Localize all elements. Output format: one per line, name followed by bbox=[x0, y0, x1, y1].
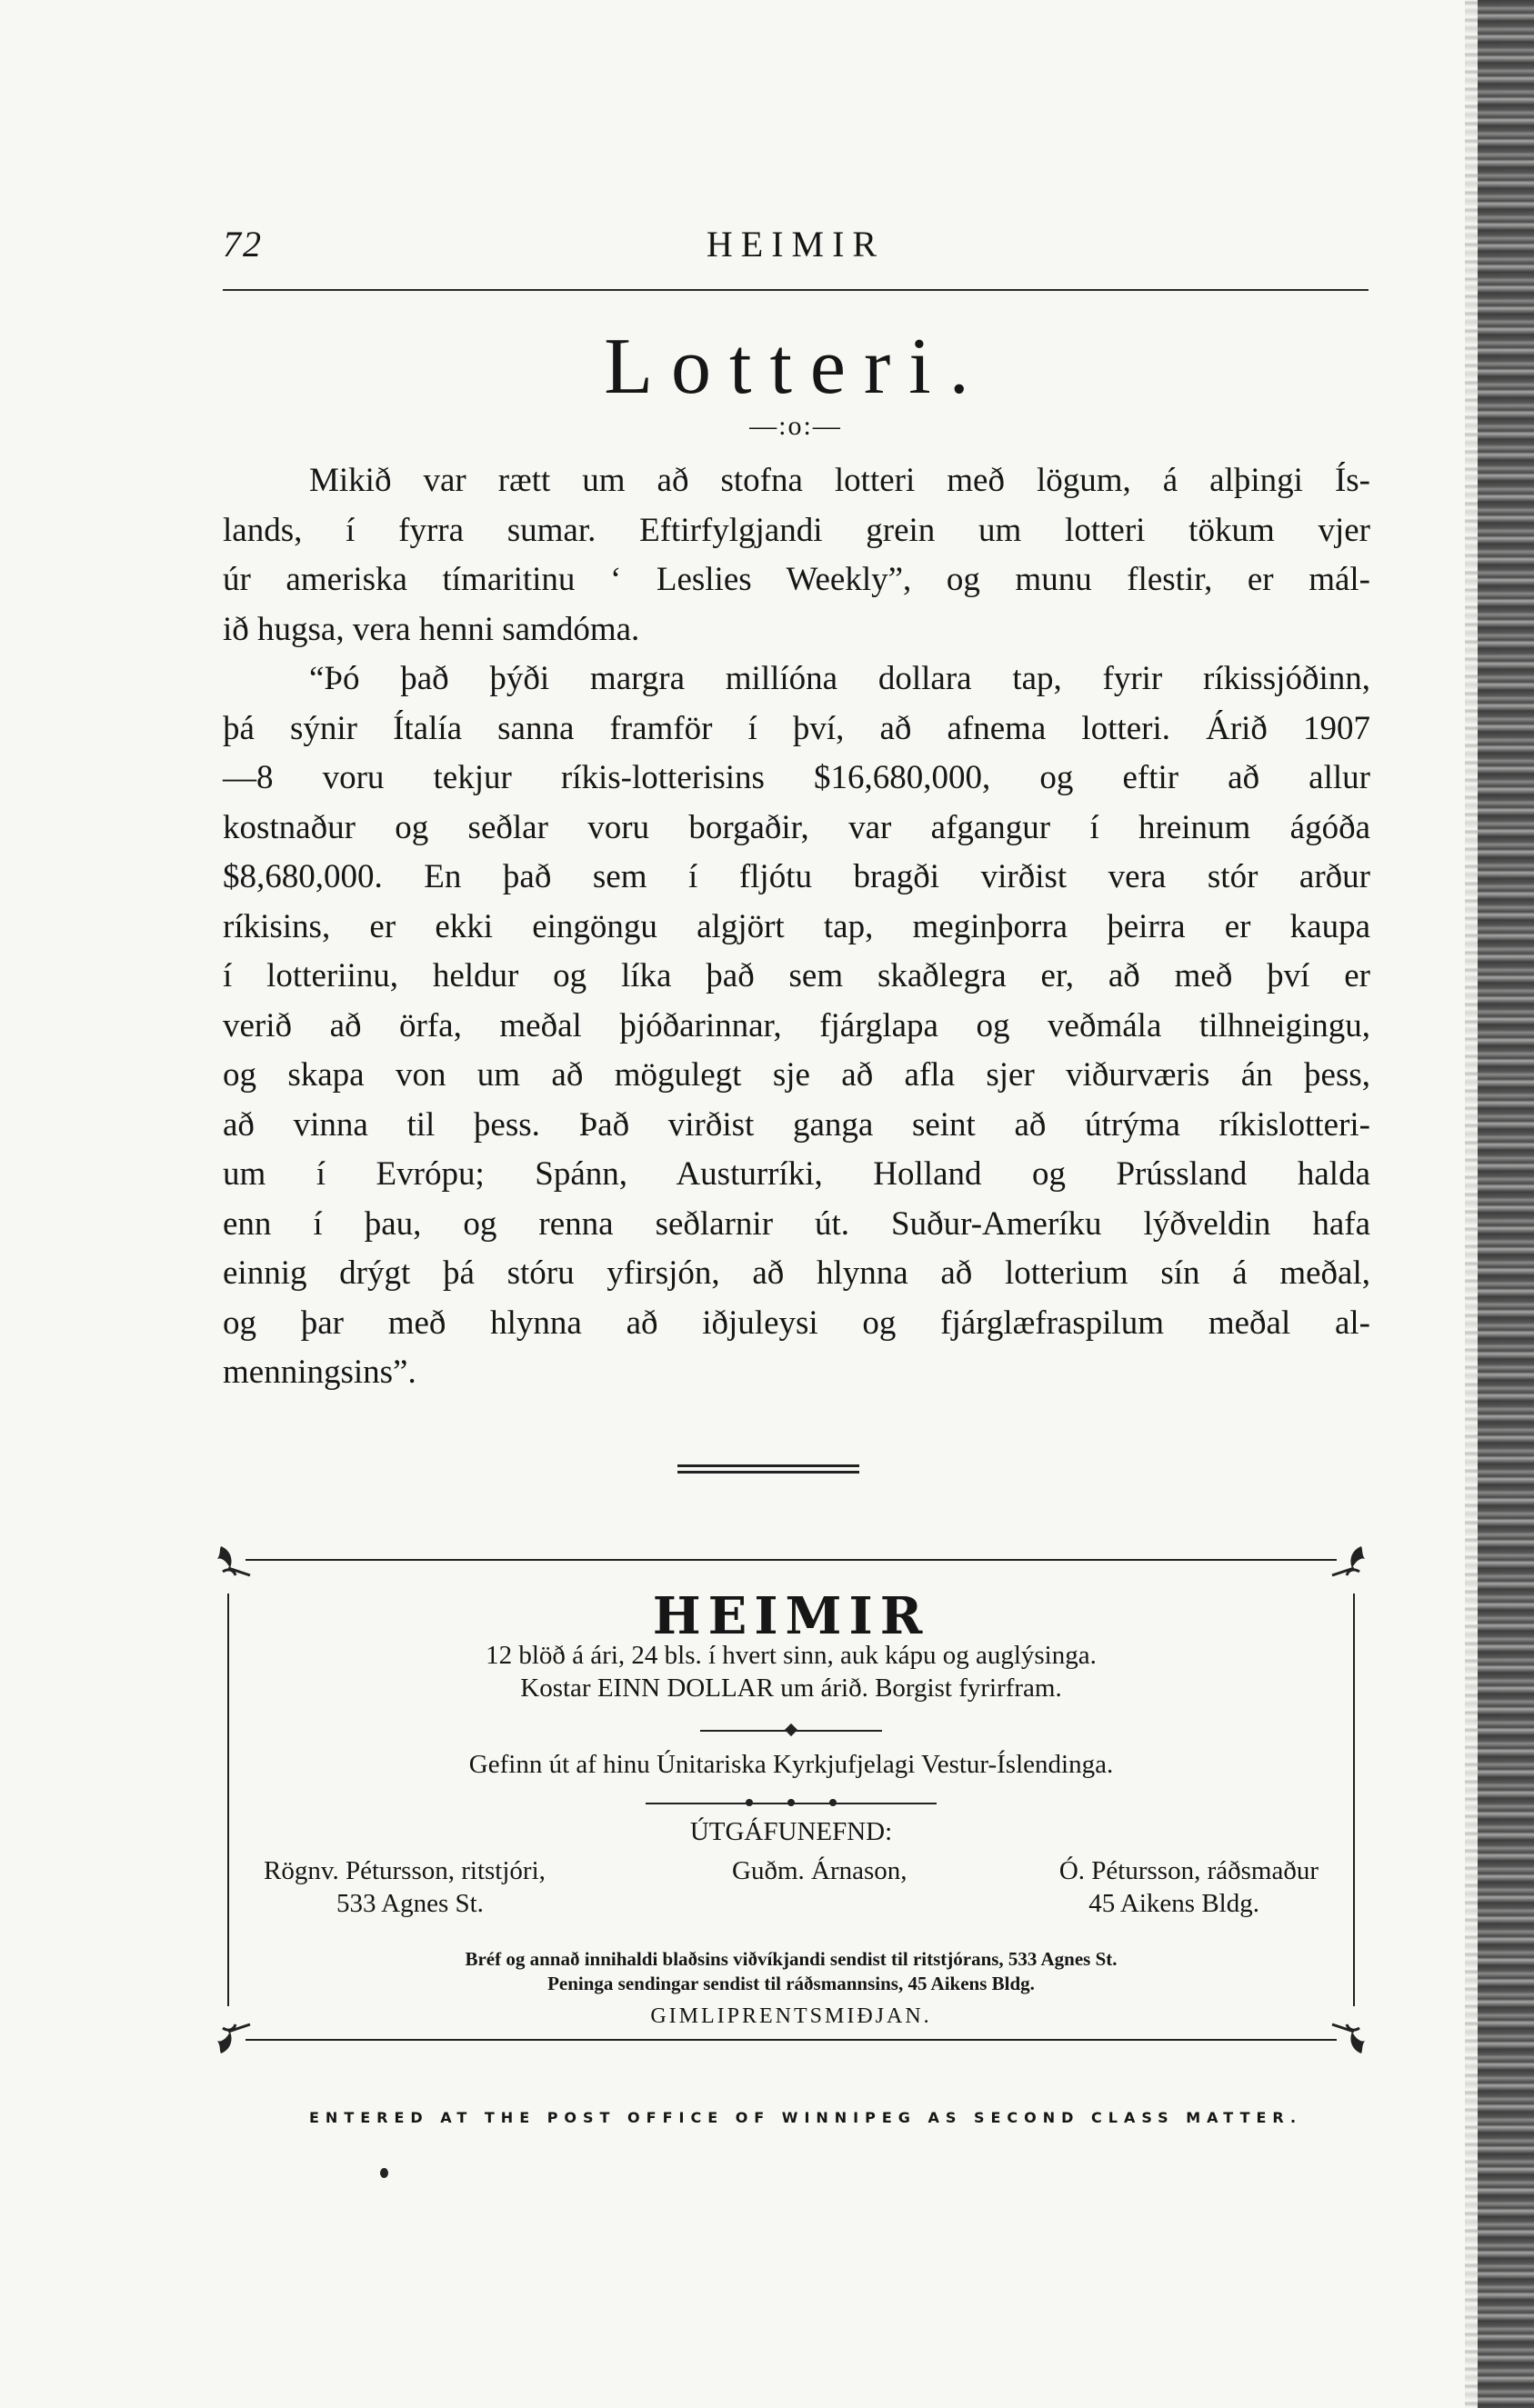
ink-speck bbox=[380, 2168, 388, 2178]
text-line: ríkisins, er ekki eingöngu algjört tap, meginþorra þeirra er kaupa bbox=[223, 907, 1370, 945]
text-line: lands, í fyrra sumar. Eftirfylgjandi grein um lotteri tökum vjer bbox=[223, 511, 1370, 549]
editor-address: 533 Agnes St. bbox=[336, 1889, 484, 1918]
manager-address: 45 Aikens Bldg. bbox=[1088, 1889, 1259, 1918]
letters-note: Bréf og annað innihaldi blaðsins viðvíkjandi sendist til ritstjórans, 533 Agnes St. bbox=[465, 1948, 1118, 1970]
text-line: og þar með hlynna að iðjuleysi og fjárglæfraspilum meðal al- bbox=[223, 1304, 1370, 1342]
text-line: enn í þau, og renna seðlarnir út. Suður-Ameríku lýðveldin hafa bbox=[223, 1204, 1370, 1243]
text-line: og skapa von um að mögulegt sje að afla sjer viðurværis án þess, bbox=[223, 1056, 1370, 1094]
text-line: Mikið var rætt um að stofna lotteri með lögum, á alþingi Ís- bbox=[309, 462, 1370, 499]
editor-name: Guðm. Árnason, bbox=[732, 1856, 907, 1885]
subscription-line: 12 blöð á ári, 24 bls. í hvert sinn, auk kápu og auglýsinga. bbox=[486, 1641, 1097, 1670]
text-line: úr ameriska tímaritinu ‘ Leslies Weekly”, og munu flestir, er mál- bbox=[223, 561, 1370, 598]
editor-name: Rögnv. Pétursson, ritstjóri, bbox=[264, 1856, 546, 1885]
ornamental-divider bbox=[700, 1730, 882, 1732]
text-line: þá sýnir Ítalía sanna framför í því, að afnema lotteri. Árið 1907 bbox=[223, 709, 1370, 747]
text-line: einnig drýgt þá stóru yfirsjón, að hlynna að lotterium sín á meðal, bbox=[223, 1254, 1370, 1292]
scanned-page-edge bbox=[1478, 0, 1534, 2408]
article-separator: —:o:— bbox=[749, 411, 842, 441]
text-line: verið að örfa, meðal þjóðarinnar, fjárglapa og veðmála tilhneigingu, bbox=[223, 1006, 1370, 1044]
text-line: $8,680,000. En það sem í fljótu bragði virðist vera stór arður bbox=[223, 858, 1370, 895]
text-line: kostnaður og seðlar voru borgaðir, var afgangur í hreinum ágóða bbox=[223, 808, 1370, 846]
article-body bbox=[223, 456, 1370, 1398]
running-title: HEIMIR bbox=[706, 224, 886, 265]
article-title: Lotteri. bbox=[604, 323, 988, 411]
header-rule bbox=[223, 289, 1369, 291]
publisher-line: Gefinn út af hinu Únitariska Kyrkjufjelagi Vestur-Íslendinga. bbox=[468, 1750, 1114, 1779]
price-line: Kostar EINN DOLLAR um árið. Borgist fyrirfram. bbox=[520, 1674, 1062, 1703]
masthead-title: HEIMIR bbox=[652, 1586, 930, 1646]
ornamental-divider bbox=[646, 1803, 937, 1804]
committee-heading: ÚTGÁFUNEFND: bbox=[689, 1817, 893, 1846]
masthead-box bbox=[227, 1559, 1355, 2041]
running-header bbox=[223, 223, 1369, 277]
section-end-rule bbox=[677, 1464, 859, 1474]
text-line: —8 voru tekjur ríkis-lotterisins $16,680,000, og eftir að allur bbox=[223, 759, 1370, 796]
text-line: “Þó það þýði margra millíóna dollara tap, fyrir ríkissjóðinn, bbox=[309, 660, 1370, 697]
corner-ornament-icon bbox=[1327, 1541, 1369, 1583]
corner-ornament-icon bbox=[214, 1541, 256, 1583]
editor-name: Ó. Pétursson, ráðsmaður bbox=[1058, 1856, 1318, 1885]
text-line: um í Evrópu; Spánn, Austurríki, Holland og Prússland halda bbox=[223, 1155, 1370, 1193]
page-number: 72 bbox=[223, 224, 263, 265]
payments-note: Peninga sendingar sendist til ráðsmannsins, 45 Aikens Bldg. bbox=[547, 1973, 1035, 1994]
text-line: ið hugsa, vera henni samdóma. bbox=[223, 610, 640, 648]
printer-name: GIMLIPRENTSMIÐJAN. bbox=[650, 2004, 932, 2028]
postal-entry-note: ENTERED AT THE POST OFFICE OF WINNIPEG AS SECOND CLASS MATTER. bbox=[309, 2109, 1303, 2126]
text-line: að vinna til þess. Það virðist ganga seint að útrýma ríkislotteri- bbox=[223, 1105, 1370, 1144]
text-line: menningsins”. bbox=[223, 1354, 416, 1391]
editors-block bbox=[264, 1856, 1318, 1929]
text-line: í lotteriinu, heldur og líka það sem skaðlegra er, að með því er bbox=[223, 957, 1370, 994]
